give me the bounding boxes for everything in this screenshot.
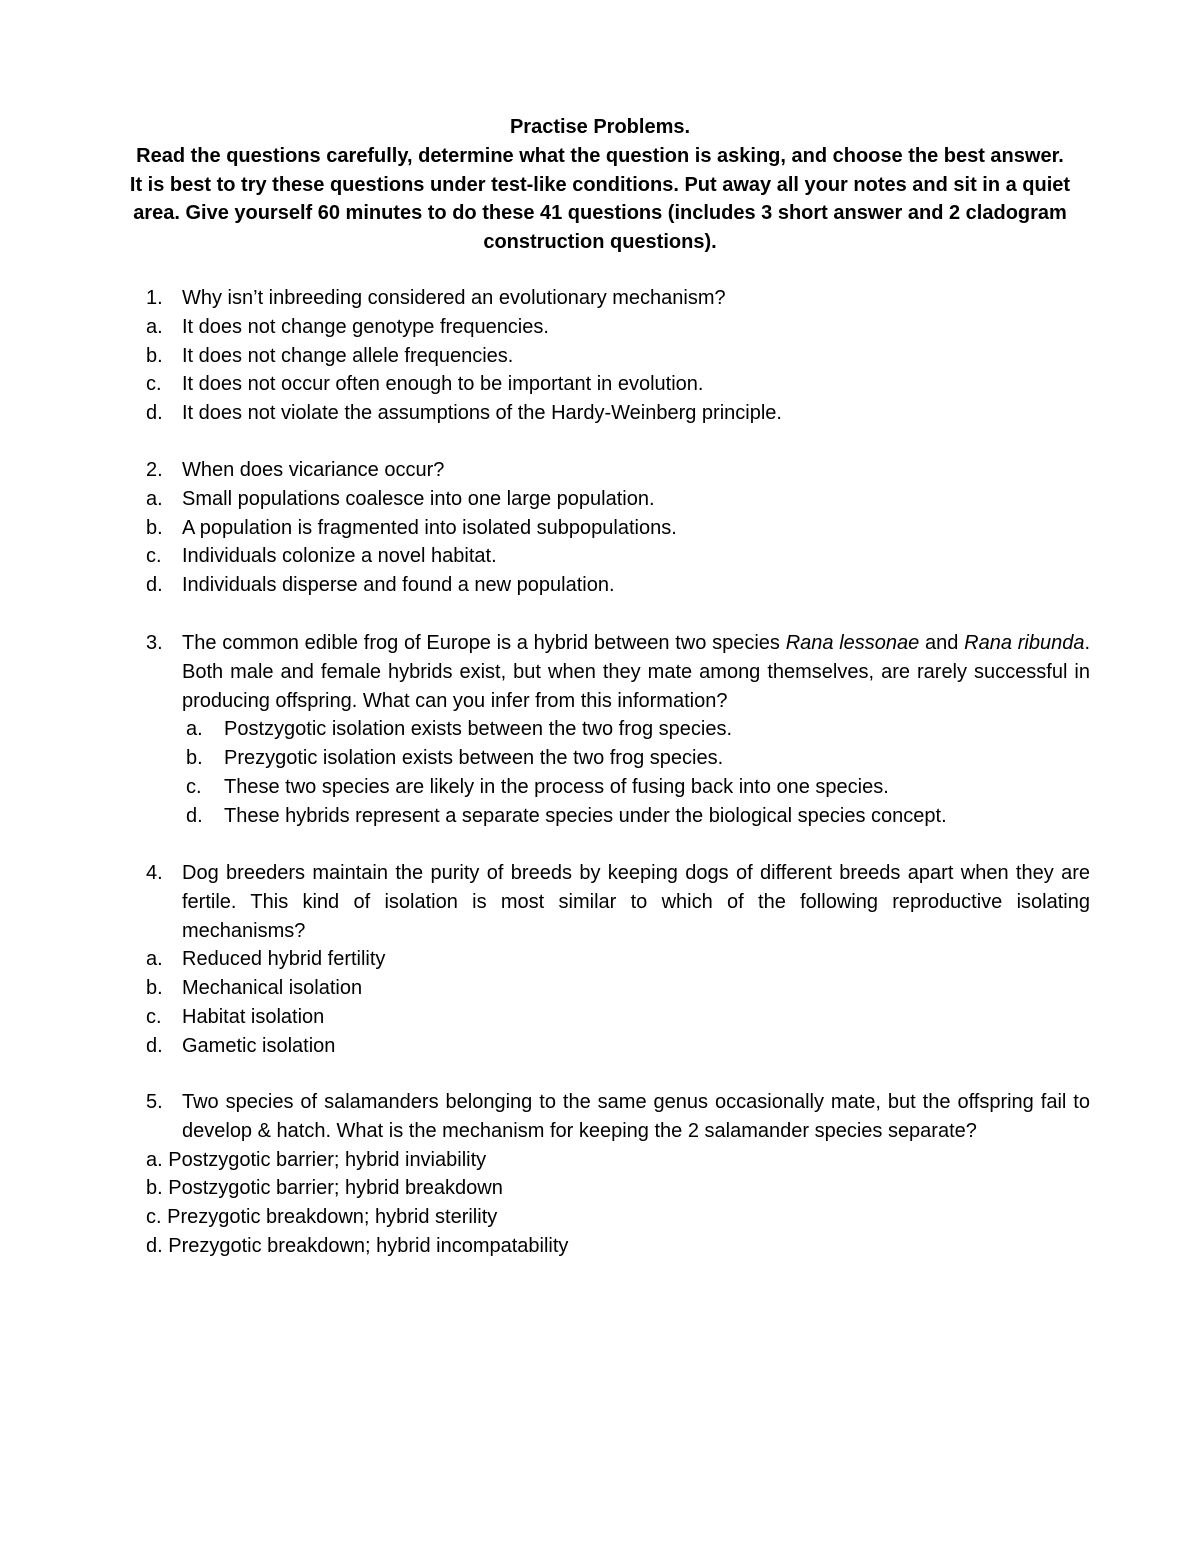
question-1 xyxy=(146,284,1090,428)
option-text: These two species are likely in the process of fusing back into one species. xyxy=(224,775,889,798)
answer-option xyxy=(146,514,1090,543)
option-text: Gametic isolation xyxy=(182,1034,336,1057)
answer-option xyxy=(146,370,1090,399)
instructions-line: It is best to try these questions under test-like conditions. Put away all your notes and sit in a quiet xyxy=(129,173,1071,196)
option-label: d. xyxy=(186,804,203,827)
answer-options xyxy=(146,715,1090,830)
option-text: Mechanical isolation xyxy=(182,977,363,1000)
answer-option xyxy=(146,945,1090,974)
option-label: d. xyxy=(146,574,163,597)
question-4 xyxy=(146,859,1090,1061)
answer-option xyxy=(186,802,1090,831)
species-name: Rana ribunda xyxy=(964,632,1085,654)
question-number: 2. xyxy=(146,459,163,481)
instructions-line: construction questions). xyxy=(483,231,717,254)
question-2 xyxy=(146,456,1090,600)
question-text: Dog breeders maintain the purity of breeds by keeping dogs of different breeds apart when they are fertile. This kind of isolation is most similar to which of the following reproductive isolating mechanisms? xyxy=(182,862,1090,942)
answer-option xyxy=(186,715,1090,744)
instructions-header xyxy=(110,113,1090,257)
option-label: b. xyxy=(146,977,163,1000)
option-text: It does not change allele frequencies. xyxy=(182,344,514,367)
answer-option xyxy=(146,313,1090,342)
answer-option xyxy=(186,744,1090,773)
option-label: d. xyxy=(146,1034,163,1057)
instructions-line: Read the questions carefully, determine what the question is asking, and choose the best answer. xyxy=(136,144,1064,167)
species-name: Rana lessonae xyxy=(785,632,920,654)
option-label: d. xyxy=(146,402,163,425)
question-stem xyxy=(146,456,1090,485)
option-text: A population is fragmented into isolated subpopulations. xyxy=(182,516,677,539)
answer-option xyxy=(146,342,1090,371)
option-text: Individuals disperse and found a new population. xyxy=(182,574,615,597)
option-label: a. xyxy=(146,315,163,338)
option-text: It does not occur often enough to be important in evolution. xyxy=(182,373,704,396)
answer-option xyxy=(146,542,1090,571)
answer-option xyxy=(146,571,1090,600)
option-text: Prezygotic isolation exists between the two frog species. xyxy=(224,747,724,770)
question-text-part: . Both male and female hybrids exist, but when they mate among themselves, are rarely successful in producing offspring. What can you infer from this information? xyxy=(182,632,1091,712)
option-text: It does not change genotype frequencies. xyxy=(182,315,549,338)
option-label: b. xyxy=(186,747,203,770)
answer-option xyxy=(186,773,1090,802)
option-text: Habitat isolation xyxy=(182,1005,325,1028)
option-label: c. xyxy=(186,775,202,798)
answer-option: d. Prezygotic breakdown; hybrid incompatability xyxy=(146,1234,569,1257)
question-text-part: The common edible frog of Europe is a hybrid between two species xyxy=(182,632,786,654)
option-label: a. xyxy=(146,487,163,510)
question-stem xyxy=(146,629,1090,715)
option-text: These hybrids represent a separate species under the biological species concept. xyxy=(224,804,947,827)
answer-option: a. Postzygotic barrier; hybrid inviability xyxy=(146,1148,487,1171)
option-label: c. xyxy=(146,545,162,568)
option-label: b. xyxy=(146,344,163,367)
question-text: When does vicariance occur? xyxy=(182,459,445,481)
answer-option xyxy=(146,399,1090,428)
option-text: It does not violate the assumptions of the Hardy-Weinberg principle. xyxy=(182,402,782,425)
answer-option: c. Prezygotic breakdown; hybrid sterility xyxy=(146,1206,498,1229)
option-text: Postzygotic isolation exists between the two frog species. xyxy=(224,718,733,741)
option-label: a. xyxy=(186,718,203,741)
question-stem xyxy=(146,284,1090,313)
answer-option xyxy=(146,485,1090,514)
page-title: Practise Problems. xyxy=(509,116,691,138)
option-text: Reduced hybrid fertility xyxy=(182,948,386,971)
option-label: b. xyxy=(146,516,163,539)
answer-option: b. Postzygotic barrier; hybrid breakdown xyxy=(146,1177,503,1200)
question-number: 4. xyxy=(146,862,163,884)
option-label: c. xyxy=(146,1005,162,1028)
question-number: 1. xyxy=(146,287,163,309)
option-label: a. xyxy=(146,948,163,971)
question-text: Why isn’t inbreeding considered an evolutionary mechanism? xyxy=(182,287,726,309)
question-stem xyxy=(146,1088,1090,1146)
question-number: 5. xyxy=(146,1091,163,1113)
instructions-line: area. Give yourself 60 minutes to do these 41 questions (includes 3 short answer and 2 cladogram xyxy=(133,202,1067,225)
option-text: Small populations coalesce into one large population. xyxy=(182,487,655,510)
question-5 xyxy=(146,1088,1090,1261)
answer-option xyxy=(146,1003,1090,1032)
answer-option xyxy=(146,974,1090,1003)
question-number: 3. xyxy=(146,632,163,654)
question-text xyxy=(182,629,1090,715)
option-label: c. xyxy=(146,373,162,396)
question-text: Two species of salamanders belonging to the same genus occasionally mate, but the offspring fail to develop & hatch. What is the mechanism for keeping the 2 salamander species separate? xyxy=(182,1091,1090,1142)
question-3 xyxy=(146,629,1090,831)
option-text: Individuals colonize a novel habitat. xyxy=(182,545,497,568)
question-stem xyxy=(146,859,1090,945)
answer-option xyxy=(146,1032,1090,1061)
question-text-part: and xyxy=(919,632,965,654)
